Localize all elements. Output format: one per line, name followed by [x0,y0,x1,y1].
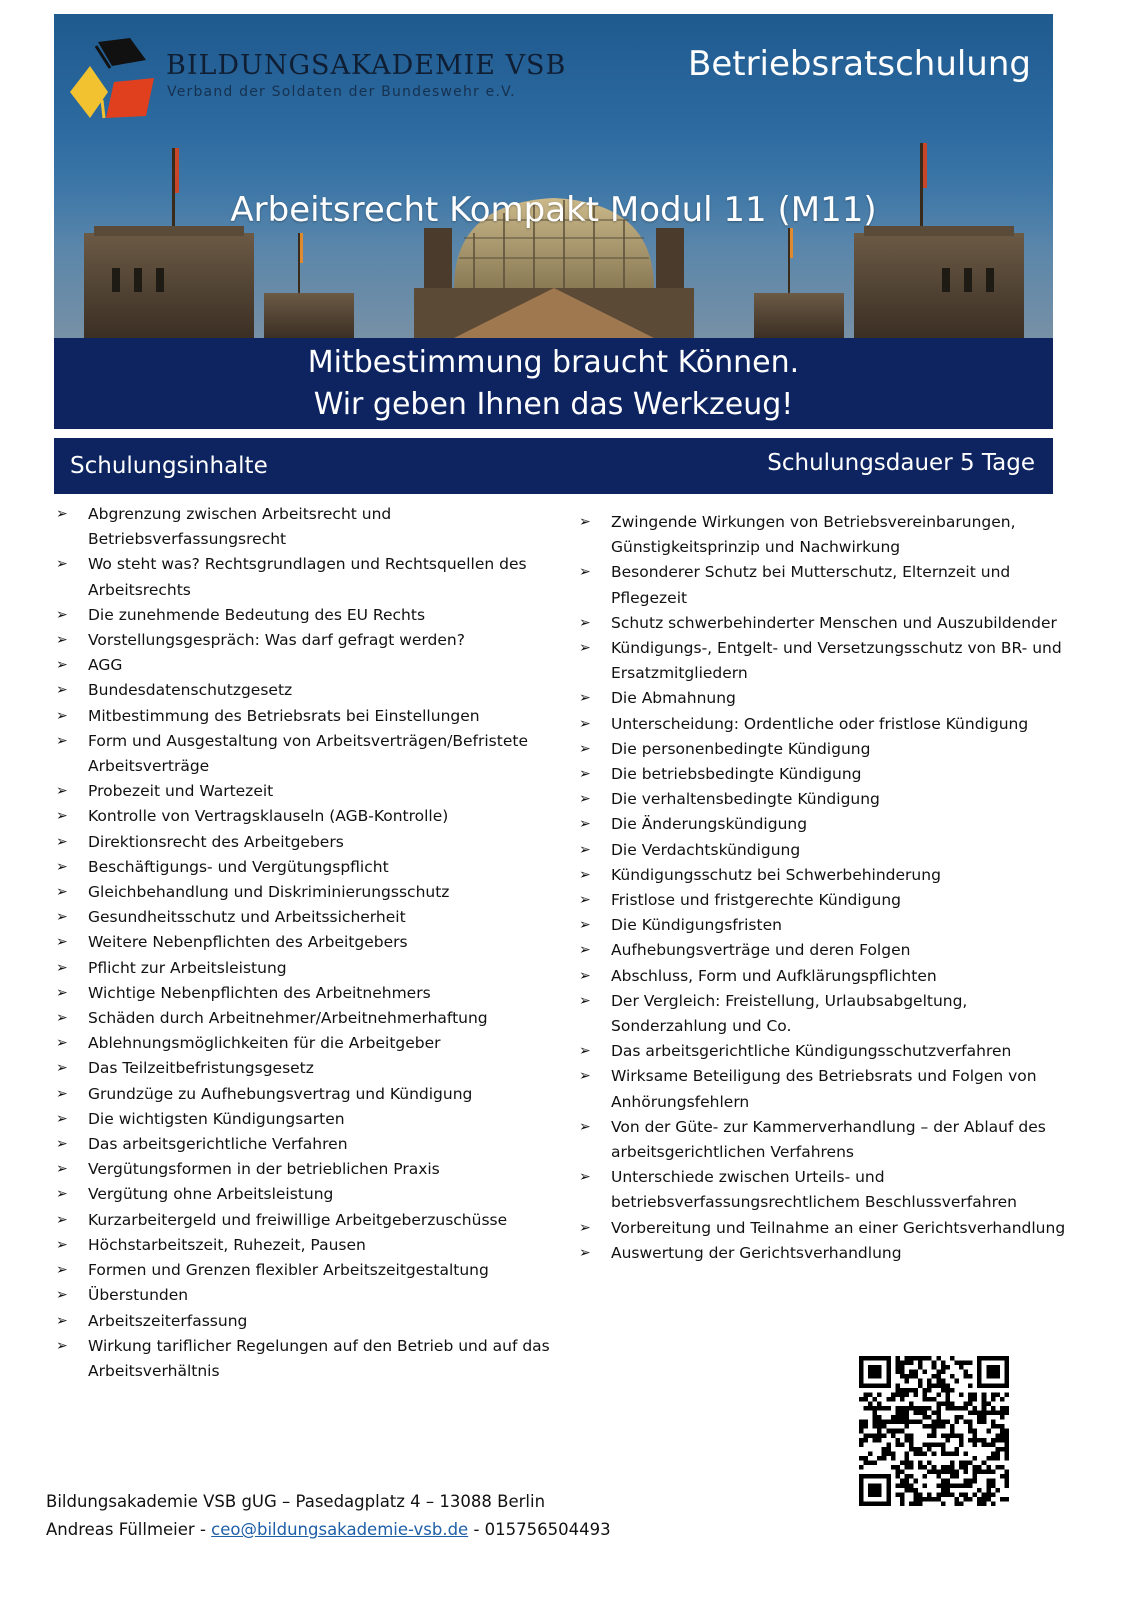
arrow-bullet-icon: ➢ [56,1262,68,1279]
list-item-text: Die personenbedingte Kündigung [611,739,871,758]
list-item [54,552,554,602]
arrow-bullet-icon: ➢ [579,1118,591,1135]
qr-code-icon[interactable] [859,1356,1009,1506]
list-item [576,1064,1076,1114]
list-item [54,880,554,905]
list-item-text: Beschäftigungs- und Vergütungspflicht [88,857,389,876]
section-header-bar [54,438,1053,494]
arrow-bullet-icon: ➢ [579,841,591,858]
list-item [54,1208,554,1233]
list-item [576,1039,1076,1064]
list-item-text: Bundesdatenschutzgesetz [88,681,293,700]
arrow-bullet-icon: ➢ [56,858,68,875]
arrow-bullet-icon: ➢ [56,909,68,926]
list-item [54,1006,554,1031]
list-item-text: Abschluss, Form und Aufklärungspflichten [611,966,937,985]
list-item [54,804,554,829]
contact-name: Andreas Füllmeier [46,1520,195,1539]
arrow-bullet-icon: ➢ [579,1169,591,1186]
section-duration: Schulungsdauer 5 Tage [767,450,1035,476]
list-item-text: Schäden durch Arbeitnehmer/Arbeitnehmerhaftung [88,1009,488,1028]
list-item-text: Das arbeitsgerichtliche Kündigungsschutzverfahren [611,1042,1012,1061]
list-item [54,1283,554,1308]
course-contents-left-list [54,502,554,1384]
list-item [576,964,1076,989]
arrow-bullet-icon: ➢ [56,808,68,825]
list-item-text: Kündigungs-, Entgelt- und Versetzungsschutz von BR- und Ersatzmitgliedern [611,639,1062,683]
arrow-bullet-icon: ➢ [56,1211,68,1228]
arrow-bullet-icon: ➢ [56,707,68,724]
list-item-text: Probezeit und Wartezeit [88,782,274,801]
list-item [576,686,1076,711]
list-item-text: Weitere Nebenpflichten des Arbeitgebers [88,933,408,952]
arrow-bullet-icon: ➢ [579,1219,591,1236]
separator: - [468,1520,485,1539]
separator: - [194,1520,212,1539]
arrow-bullet-icon: ➢ [579,1068,591,1085]
list-item-text: Wirksame Beteiligung des Betriebsrats und Folgen von Anhörungsfehlern [611,1067,1037,1111]
list-item [54,930,554,955]
phone-number: 015756504493 [484,1520,611,1539]
list-item [576,636,1076,686]
arrow-bullet-icon: ➢ [56,732,68,749]
list-item [54,1157,554,1182]
slogan-banner [54,338,1053,429]
list-item-text: Die wichtigsten Kündigungsarten [88,1109,345,1128]
list-item-text: Auswertung der Gerichtsverhandlung [611,1243,902,1262]
arrow-bullet-icon: ➢ [56,657,68,674]
list-item [576,1165,1076,1215]
list-item-text: Die betriebsbedingte Kündigung [611,765,862,784]
list-item-text: Unterschiede zwischen Urteils- und betriebsverfassungsrechtlichem Beschlussverfahren [611,1168,1017,1212]
list-item [54,830,554,855]
list-item [576,888,1076,913]
list-item-text: AGG [88,656,123,675]
list-item-text: Wirkung tariflicher Regelungen auf den Betrieb und auf das Arbeitsverhältnis [88,1336,550,1380]
list-item-text: Der Vergleich: Freistellung, Urlaubsabgeltung, Sonderzahlung und Co. [611,991,968,1036]
list-item-text: Die Änderungskündigung [611,815,808,834]
list-item [54,603,554,628]
list-item [54,704,554,729]
list-item [54,1031,554,1056]
arrow-bullet-icon: ➢ [579,740,591,757]
list-item [54,1334,554,1384]
list-item-text: Die zunehmende Bedeutung des EU Rechts [88,605,426,624]
list-item [576,1241,1076,1266]
list-item [54,653,554,678]
arrow-bullet-icon: ➢ [56,1035,68,1052]
list-item [54,1258,554,1283]
list-item-text: Formen und Grenzen flexibler Arbeitszeitgestaltung [88,1261,489,1280]
arrow-bullet-icon: ➢ [56,1312,68,1329]
list-item-text: Form und Ausgestaltung von Arbeitsverträgen/Befristete Arbeitsverträge [88,731,528,776]
arrow-bullet-icon: ➢ [579,614,591,631]
arrow-bullet-icon: ➢ [579,967,591,984]
list-item [54,502,554,552]
list-item-text: Vergütung ohne Arbeitsleistung [88,1185,334,1204]
list-item-text: Unterscheidung: Ordentliche oder fristlose Kündigung [611,714,1029,733]
arrow-bullet-icon: ➢ [579,564,591,581]
email-link[interactable]: ceo@bildungsakademie-vsb.de [211,1520,469,1539]
brand-subtitle: Verband der Soldaten der Bundeswehr e.V. [167,84,516,100]
list-item [54,981,554,1006]
list-item-text: Aufhebungsverträge und deren Folgen [611,941,911,960]
list-item [576,863,1076,888]
list-item [576,560,1076,610]
arrow-bullet-icon: ➢ [56,1060,68,1077]
module-title: Arbeitsrecht Kompakt Modul 11 (M11) [230,190,877,230]
list-item-text: Die Abmahnung [611,689,736,708]
list-item-text: Vorstellungsgespräch: Was darf gefragt werden? [88,631,465,650]
arrow-bullet-icon: ➢ [579,1244,591,1261]
arrow-bullet-icon: ➢ [579,992,591,1009]
list-item [576,712,1076,737]
arrow-bullet-icon: ➢ [56,1110,68,1127]
list-item [576,510,1076,560]
reichstag-building-image [54,128,1053,338]
arrow-bullet-icon: ➢ [56,984,68,1001]
list-item-text: Das arbeitsgerichtliche Verfahren [88,1135,348,1154]
list-item-text: Grundzüge zu Aufhebungsvertrag und Kündigung [88,1084,473,1103]
arrow-bullet-icon: ➢ [56,1085,68,1102]
list-item [576,611,1076,636]
arrow-bullet-icon: ➢ [56,682,68,699]
arrow-bullet-icon: ➢ [579,791,591,808]
list-item [54,956,554,981]
list-item [576,913,1076,938]
arrow-bullet-icon: ➢ [579,892,591,909]
list-item-text: Arbeitszeiterfassung [88,1311,248,1330]
list-item [54,855,554,880]
arrow-bullet-icon: ➢ [56,1010,68,1027]
list-item [576,787,1076,812]
list-item-text: Gleichbehandlung und Diskriminierungsschutz [88,883,450,902]
list-item-text: Abgrenzung zwischen Arbeitsrecht und Betriebsverfassungsrecht [88,505,392,549]
list-item-text: Wo steht was? Rechtsgrundlagen und Rechtsquellen des Arbeitsrechts [88,555,527,599]
list-item [54,1082,554,1107]
list-item-text: Direktionsrecht des Arbeitgebers [88,832,344,851]
list-item [576,838,1076,863]
arrow-bullet-icon: ➢ [56,606,68,623]
arrow-bullet-icon: ➢ [579,917,591,934]
arrow-bullet-icon: ➢ [579,866,591,883]
arrow-bullet-icon: ➢ [56,1161,68,1178]
list-item-text: Vorbereitung und Teilnahme an einer Gerichtsverhandlung [611,1218,1066,1237]
arrow-bullet-icon: ➢ [579,942,591,959]
list-item-text: Überstunden [88,1286,189,1305]
list-item [576,989,1076,1039]
arrow-bullet-icon: ➢ [56,884,68,901]
list-item-text: Kurzarbeitergeld und freiwillige Arbeitgeberzuschüsse [88,1210,508,1229]
hero-banner [54,14,1053,338]
arrow-bullet-icon: ➢ [579,514,591,530]
course-contents-right-list [576,510,1076,1266]
list-item [576,1216,1076,1241]
arrow-bullet-icon: ➢ [56,1186,68,1203]
arrow-bullet-icon: ➢ [579,640,591,657]
list-item-text: Die Kündigungsfristen [611,916,782,935]
list-item-text: Besonderer Schutz bei Mutterschutz, Elternzeit und Pflegezeit [611,563,1011,607]
list-item-text: Schutz schwerbehinderter Menschen und Auszubildender [611,613,1057,632]
list-item-text: Die Verdachtskündigung [611,840,801,859]
list-item-text: Ablehnungsmöglichkeiten für die Arbeitgeber [88,1034,441,1053]
arrow-bullet-icon: ➢ [579,816,591,833]
slogan-line-2: Wir geben Ihnen das Werkzeug! [313,387,794,422]
list-item [54,1182,554,1207]
list-item [54,1107,554,1132]
list-item-text: Wichtige Nebenpflichten des Arbeitnehmers [88,983,431,1002]
list-item [576,812,1076,837]
list-item [54,1056,554,1081]
list-item [576,938,1076,963]
arrow-bullet-icon: ➢ [56,1236,68,1253]
arrow-bullet-icon: ➢ [579,766,591,783]
arrow-bullet-icon: ➢ [56,556,68,573]
arrow-bullet-icon: ➢ [56,833,68,850]
list-item [54,1309,554,1334]
list-item-text: Das Teilzeitbefristungsgesetz [88,1059,314,1078]
list-item-text: Von der Güte- zur Kammerverhandlung – der Ablauf des arbeitsgerichtlichen Verfahrens [611,1117,1046,1162]
arrow-bullet-icon: ➢ [56,783,68,800]
list-item [54,905,554,930]
academy-logo-icon [68,36,160,120]
arrow-bullet-icon: ➢ [56,1136,68,1153]
program-title: Betriebsratschulung [688,44,1031,84]
arrow-bullet-icon: ➢ [56,506,68,522]
arrow-bullet-icon: ➢ [56,959,68,976]
brand-title: BILDUNGSAKADEMIE VSB [166,50,567,81]
list-item-text: Kündigungsschutz bei Schwerbehinderung [611,865,941,884]
footer [46,1488,611,1544]
arrow-bullet-icon: ➢ [56,632,68,649]
list-item [54,678,554,703]
list-item-text: Mitbestimmung des Betriebsrats bei Einstellungen [88,706,480,725]
footer-address: Bildungsakademie VSB gUG – Pasedagplatz 4 – 13088 Berlin [46,1492,546,1511]
list-item-text: Kontrolle von Vertragsklauseln (AGB-Kontrolle) [88,807,449,826]
arrow-bullet-icon: ➢ [579,1043,591,1060]
list-item [54,729,554,779]
arrow-bullet-icon: ➢ [579,690,591,707]
list-item [576,1115,1076,1165]
arrow-bullet-icon: ➢ [56,934,68,951]
section-title-contents: Schulungsinhalte [70,453,268,479]
footer-contact-line [46,1516,611,1544]
list-item-text: Höchstarbeitszeit, Ruhezeit, Pausen [88,1235,366,1254]
arrow-bullet-icon: ➢ [579,715,591,732]
list-item-text: Fristlose und fristgerechte Kündigung [611,891,901,910]
list-item-text: Vergütungsformen in der betrieblichen Praxis [88,1160,440,1179]
list-item [54,1233,554,1258]
list-item [54,779,554,804]
list-item-text: Zwingende Wirkungen von Betriebsvereinbarungen, Günstigkeitsprinzip und Nachwirkung [611,513,1016,557]
arrow-bullet-icon: ➢ [56,1337,68,1354]
slogan-line-1: Mitbestimmung braucht Können. [307,345,800,380]
list-item [576,737,1076,762]
list-item-text: Gesundheitsschutz und Arbeitssicherheit [88,908,406,927]
list-item [576,762,1076,787]
arrow-bullet-icon: ➢ [56,1287,68,1304]
list-item [54,628,554,653]
list-item-text: Pflicht zur Arbeitsleistung [88,958,287,977]
list-item [54,1132,554,1157]
list-item-text: Die verhaltensbedingte Kündigung [611,790,880,809]
